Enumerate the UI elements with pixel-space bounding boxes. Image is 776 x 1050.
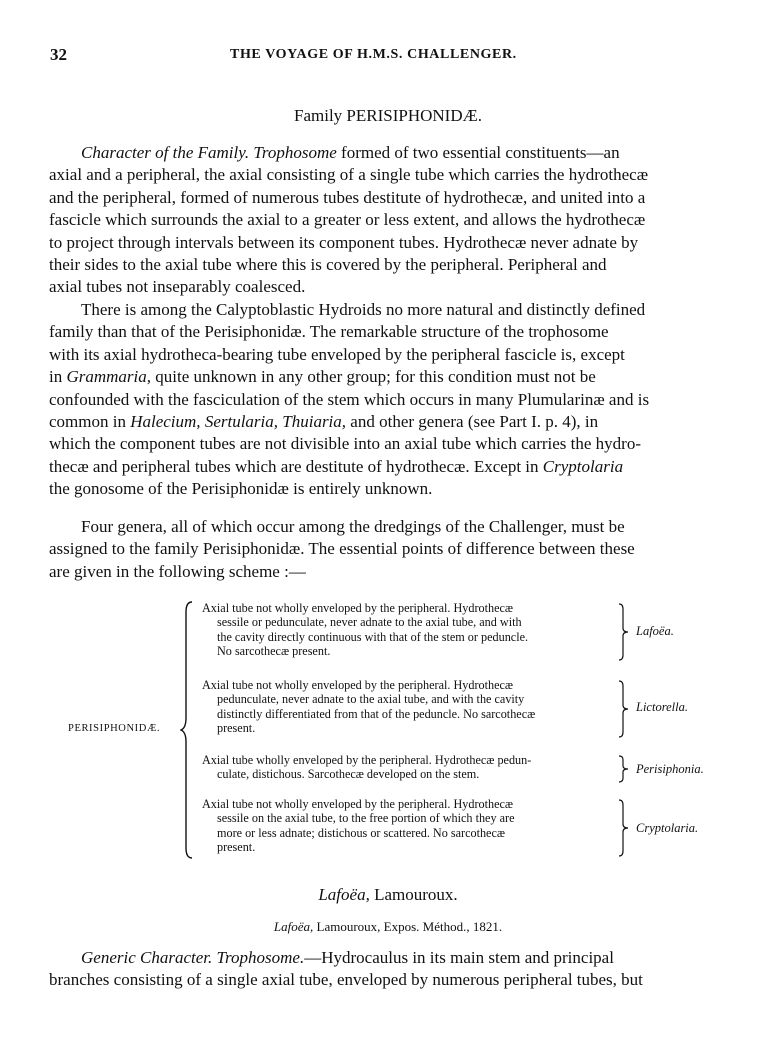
genus-label-cryptolaria: Cryptolaria. (636, 821, 699, 835)
entry-4-right-brace (618, 799, 630, 857)
genus-title-author: Lamouroux. (374, 885, 458, 904)
entry-4-line-4: present. (217, 839, 256, 854)
p2-word-in: in (49, 367, 63, 387)
character-line-1-text: formed of two essential constituents—an (341, 143, 620, 162)
genus-citation-rest: Lamouroux, Expos. Méthod., 1821. (316, 919, 503, 934)
running-title: THE VOYAGE OF H.M.S. CHALLENGER. (230, 47, 517, 62)
p2-line-3: with its axial hydrotheca-bearing tube enveloped by the peripheral fascicle is, except (49, 344, 625, 364)
p2-line-6-text: and other genera (see Part I. p. 4), in (350, 412, 599, 432)
entry-3-right-brace (618, 755, 630, 783)
p3-line-3: are given in the following scheme :— (49, 561, 306, 581)
entry-2-line-2: pedunculate, never adnate to the axial tube, and with the cavity (217, 692, 525, 707)
p2-line-1: There is among the Calyptoblastic Hydroids no more natural and distinctly defined (81, 300, 646, 319)
entry-4-line-3: more or less adnate; distichous or scattered. No sarcothecæ (217, 825, 506, 840)
p2-line-8-text: thecæ and peripheral tubes which are destitute of hydrothecæ. Except in (49, 456, 539, 476)
p2-line-7: which the component tubes are not divisible into an axial tube which carries the hydro- (49, 434, 641, 454)
genus-halecium: Halecium, (130, 412, 201, 432)
entry-1-right-brace (618, 603, 630, 661)
generic-line-1 (49, 947, 727, 969)
paragraph-3 (49, 516, 727, 583)
scheme-entry-cryptolaria (202, 797, 617, 854)
character-term: Trophosome (253, 143, 337, 162)
scheme-entry-perisiphonia (202, 753, 617, 782)
generic-paragraph (49, 947, 727, 992)
genus-sertularia: Sertularia, (204, 412, 279, 432)
family-heading: Family PERISIPHONIDÆ. (294, 106, 482, 125)
p2-line-6 (49, 411, 727, 433)
p2-line-5: confounded with the fasciculation of the stem which occurs in many Plumularinæ and is (49, 389, 650, 409)
entry-2-line-3: distinctly differentiated from that of the peduncle. No sarcothecæ (217, 706, 536, 721)
genus-title-name: Lafoëa, (318, 885, 370, 904)
character-line-1 (49, 142, 727, 164)
genus-label-lafoea: Lafoëa. (636, 624, 674, 638)
character-line-2: axial and a peripheral, the axial consisting of a single tube which carries the hydrothecæ (49, 165, 649, 185)
p2-line-2: family than that of the Perisiphonidæ. The remarkable structure of the trophosome (49, 322, 609, 342)
entry-1-line-4: No sarcothecæ present. (217, 643, 331, 658)
genus-citation (0, 919, 776, 935)
p2-line-4 (49, 366, 727, 388)
entry-4-line-1: Axial tube not wholly enveloped by the peripheral. Hydrothecæ (202, 797, 514, 811)
character-line-5: to project through intervals between its component tubes. Hydrothecæ never adnate by (49, 232, 639, 252)
page-number: 32 (50, 45, 67, 64)
entry-1-line-3: the cavity directly continuous with that of the stem or peduncle. (217, 629, 529, 644)
scheme-left-brace (180, 600, 194, 860)
scheme-entry-lafoea (202, 601, 617, 658)
generic-line-1-text: —Hydrocaulus in its main stem and principal (304, 948, 614, 967)
genus-citation-name: Lafoëa, (273, 919, 314, 934)
p2-line-4-text: quite unknown in any other group; for this condition must not be (155, 367, 596, 387)
entry-4-line-2: sessile on the axial tube, to the free portion of which they are (217, 811, 515, 826)
paragraph-2 (49, 299, 727, 501)
character-line-6: their sides to the axial tube where this is covered by the peripheral. Peripheral and (49, 255, 607, 275)
character-line-7: axial tubes not inseparably coalesced. (49, 277, 306, 297)
character-line-4: fascicle which surrounds the axial to a greater or less extent, and allows the hydrothecæ (49, 210, 646, 230)
genus-grammaria: Grammaria, (66, 367, 152, 387)
p3-line-2: assigned to the family Perisiphonidæ. The essential points of difference between these (49, 539, 635, 559)
p2-word-common-in: common in (49, 412, 126, 432)
entry-1-line-2: sessile or pedunculate, never adnate to the axial tube, and with (217, 615, 522, 630)
scheme-family-label: PERISIPHONIDÆ. (68, 723, 161, 734)
genus-label-perisiphonia: Perisiphonia. (636, 762, 704, 776)
character-line-3: and the peripheral, formed of numerous tubes destitute of hydrothecæ, and united into a (49, 187, 646, 207)
genus-label-lictorella: Lictorella. (636, 700, 688, 714)
character-paragraph (49, 142, 727, 299)
entry-3-line-1: Axial tube wholly enveloped by the peripheral. Hydrothecæ pedun- (202, 753, 532, 767)
genus-cryptolaria: Cryptolaria (542, 456, 624, 476)
generic-line-2: branches consisting of a single axial tube, enveloped by numerous peripheral tubes, but (49, 970, 643, 990)
entry-2-line-4: present. (217, 720, 256, 735)
genus-thuiaria: Thuiaria, (282, 412, 347, 432)
character-label: Character of the Family. (81, 143, 250, 162)
p2-line-9: the gonosome of the Perisiphonidæ is entirely unknown. (49, 479, 433, 499)
p3-line-1: Four genera, all of which occur among the dredgings of the Challenger, must be (81, 517, 625, 536)
generic-label: Generic Character. (81, 948, 213, 967)
p2-line-8 (49, 456, 727, 478)
entry-1-line-1: Axial tube not wholly enveloped by the peripheral. Hydrothecæ (202, 601, 514, 615)
entry-2-line-1: Axial tube not wholly enveloped by the peripheral. Hydrothecæ (202, 678, 514, 692)
entry-3-line-2: culate, distichous. Sarcothecæ developed on the stem. (217, 767, 480, 782)
scheme-entry-lictorella (202, 678, 617, 735)
entry-2-right-brace (618, 680, 630, 738)
genus-title (0, 885, 776, 905)
generic-term: Trophosome. (216, 948, 305, 967)
